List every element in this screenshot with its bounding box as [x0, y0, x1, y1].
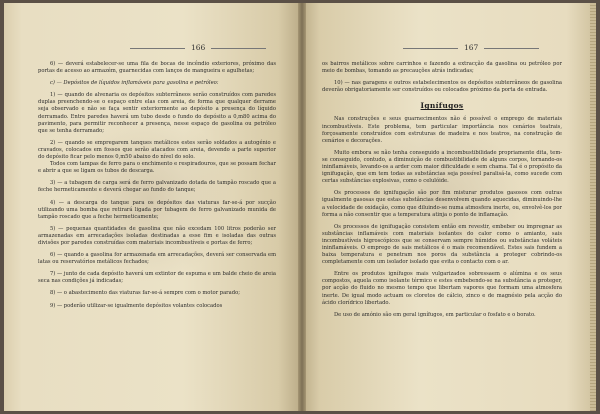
paragraph: Nas construções e seus guarnecimentos não é possível o emprego de materiais incombustíveis. Este problema, tem particular importância nos cenários teatrais, forçosamente construídos com estruturas de madeira e nos teatros, na construção de cenários e decorações.	[322, 116, 562, 144]
paragraph: 6) — quando a gasolina for armazenada em arrecadações, deverá ser conservada em latas ou reservatórios metálicos fechados;	[38, 252, 276, 266]
paragraph: Muito embora se não tenha conseguido a incombustibilidade propriamente dita, tem-se conseguido, contudo, a diminuição de combustibilidade de alguns corpos, tornando-os ininflamáveis, levando-os a arder com maior dificuldade e sem chama. Tal é o propósito da ignifugação, que em tem todas as substâncias seja possível paralisá-la, como sucede com certas substâncias explosivas, como o celulóide.	[322, 149, 562, 185]
section-title: Ignífugos	[420, 101, 464, 111]
paragraph: Os processos de ignifugação são por fim misturar produtos gasosos com outras igualmente gasosas que estas substâncias desenvolvem quando aquecidas, diminuindo-lhe a velocidade de oxidação, como que diluindo-se numa atmosfera inerte, ou, envolvê-los por forma a não consentir que a temperatura atinja o ponto de inflamação.	[322, 190, 562, 218]
open-book	[4, 3, 596, 411]
paragraph: 2) — quando se empregarem tanques metálicos estes serão soldados a autogénio e cravados, colocados em fossos que serão atacados com areia, devendo a parte superior do depósito ficar pelo menos 0,m50 abaixo do nível do solo.	[38, 139, 276, 161]
paragraph: 9) — poderão utilizar-se igualmente depósitos volantes colocados	[50, 302, 223, 309]
page-number-left: 166	[191, 43, 206, 52]
paragraph: Os processos de ignifugação consistem então em revestir, embeber ou impregnar as substâncias inflamáveis com materiais isolantes do calor como o amianto, sais incombustíveis higroscópicos que se conservam sempre húmidos ou substâncias voláteis ininflamáveis. O emprego de sais metálicos é o mais recomendável. Estes sais fundem a baixa temperatura e penetram nos poros da substância a proteger cobrindo-os completamente com um isolador isolado que evita o contacto com o ar.	[322, 223, 562, 266]
page-number-right: 167	[464, 43, 479, 52]
left-page	[4, 3, 302, 411]
book-gutter	[298, 3, 306, 411]
page-edge	[590, 3, 596, 411]
paragraph: 6) — deverá estabelecer-se uma fila de bocas de incêndio exteriores, próximo das portas de acesso ao armazém, guarnecidas com lanços de mangueira e agulhetas;	[38, 61, 276, 75]
left-page-body	[38, 61, 276, 310]
paragraph: 1) — quando de alvenaria os depósitos subterrâneos serão construídos com paredes duplas preenchendo-se o espaço entre elas com areia, de forma que qualquer derrame seja observado e não se faça sentir exteriormente ao depósito a presença do líquido derramado. Entre paredes haverá um tubo desde o fundo do depósito a 0,m80 acima do pavimento, para permitir reconhecer a presença, nesse espaço de gasolina ou petróleo que se tenha derramado;	[38, 92, 276, 134]
right-page-body	[322, 61, 562, 319]
paragraph: Entre os produtos ignífugos mais vulgarizados sobressaem o alúmina e os seus compostos, aquela como isolante térmico e estes embebendo-se na substância a proteger, por acção do fluido no mesmo tempo que libertam vapores que formam uma atmosfera inerte. De igual modo actuam os cloretos de cálcio, zinco e de magnésio pela acção do ácido clorídrico libertado.	[322, 271, 562, 306]
paragraph: 8) — o abastecimento das viaturas far-se-á sempre com o motor parado;	[50, 290, 240, 297]
paragraph: 3) — a tubagem de carga será de ferro galvanizado dotada de tampão roscado que a feche hermeticamente e deverá chegar ao fundo do tanque;	[38, 180, 276, 194]
paragraph: Todos com tampas de ferro para o enchimento e respiradouros, que se possam fechar e abrir a que se ligam os tubos de descarga.	[38, 161, 276, 175]
paragraph: 7) — junto de cada depósito haverá um extintor de espuma e um balde cheio de areia seca nas condições já indicadas;	[38, 271, 276, 285]
subheading: c) — Depósitos de líquidos inflamáveis para gasolina e petróleo:	[50, 80, 219, 87]
paragraph: De uso de amónio são em geral ignífugos, em particular o fosfato e o borato.	[334, 311, 536, 318]
paragraph: 10) — nas garagens e outros estabelecimentos os depósitos subterrâneos de gasolina deverão obrigatoriamente ser construídos ou colocados próximo da porta de entrada.	[322, 80, 562, 94]
left-page-header	[124, 43, 272, 52]
paragraph: 5) — pequenas quantidades de gasolina que não excedam 100 litros poderão ser armazenadas em arrecadações isoladas destinadas a esse fim e isoladas das outras divisões por paredes construídas com materiais incombustíveis e portas de ferro;	[38, 225, 276, 246]
right-page-header	[397, 43, 545, 52]
paragraph: 4) — a descarga do tanque para os depósitos das viaturas far-se-á por sucção utilizando uma bomba que retirará ligada por tubagem de ferro galvanizado munida de tampão roscado que a feche hermeticamente;	[38, 199, 276, 220]
paragraph: os bairros metálicos sobre carrinhos e fazendo a extracção da gasolina ou petróleo por meio de bombas, tomando as precauções atrás indicadas;	[322, 61, 562, 75]
right-page	[302, 3, 596, 411]
